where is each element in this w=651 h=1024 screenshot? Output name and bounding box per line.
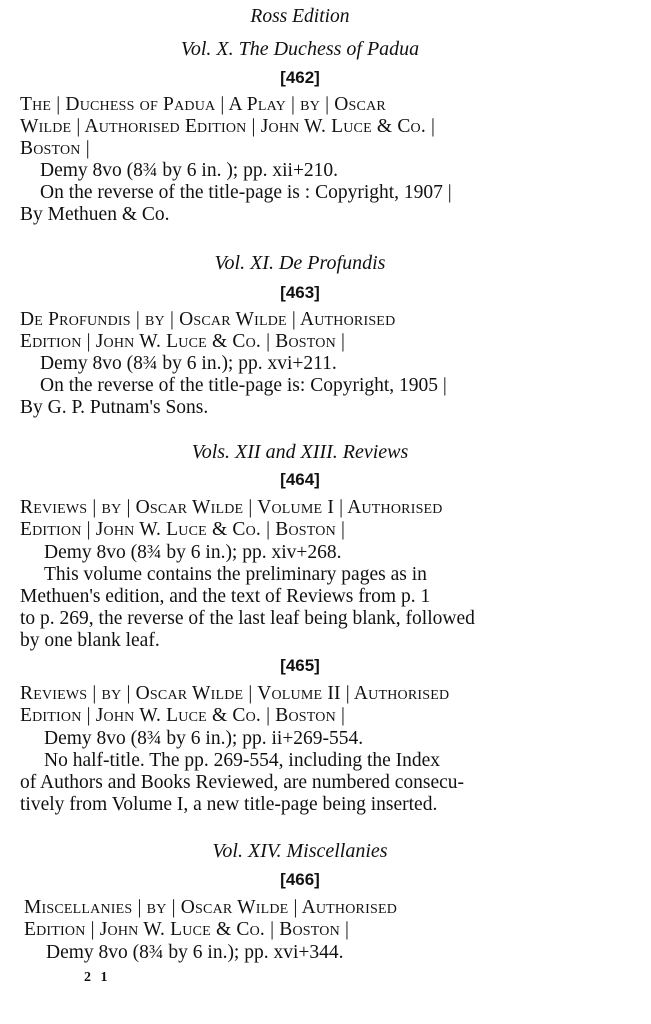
description-line: Methuen's edition, and the text of Reviews from p. 1 (20, 586, 431, 607)
section-heading: Vol. XIV. Miscellanies (212, 840, 388, 862)
description-line: Demy 8vo (8¾ by 6 in.); pp. xvi+211. (40, 353, 337, 374)
title-transcription-line: Edition | John W. Luce & Co. | Boston | (20, 331, 346, 352)
title-transcription-line: Reviews | by | Oscar Wilde | Volume II | Authorised (20, 683, 450, 704)
description-line: On the reverse of the title-page is: Copyright, 1905 | (40, 375, 447, 396)
section-heading: Vol. X. The Duchess of Padua (180, 38, 420, 60)
title-transcription-line: Edition | John W. Luce & Co. | Boston | (24, 919, 350, 940)
description-line: On the reverse of the title-page is : Copyright, 1907 | (40, 182, 452, 203)
description-line: By Methuen & Co. (20, 204, 170, 225)
entry-number: [465] (280, 656, 320, 675)
description-line: Demy 8vo (8¾ by 6 in.); pp. xvi+344. (46, 942, 344, 963)
title-transcription-line: Edition | John W. Luce & Co. | Boston | (20, 519, 346, 540)
description-line: Demy 8vo (8¾ by 6 in.); pp. ii+269-554. (44, 728, 364, 749)
section-heading: Vols. XII and XIII. Reviews (191, 441, 409, 463)
signature-mark: 2 1 (84, 970, 111, 985)
description-line: Demy 8vo (8¾ by 6 in. ); pp. xii+210. (40, 160, 339, 181)
description-line: By G. P. Putnam's Sons. (20, 397, 209, 418)
entry-number: [462] (280, 68, 320, 87)
title-transcription-line: Miscellanies | by | Oscar Wilde | Authorised (24, 897, 398, 918)
description-line: of Authors and Books Reviewed, are numbered consecu- (20, 772, 465, 793)
section-heading: Vol. XI. De Profundis (214, 252, 386, 274)
title-transcription-line: Reviews | by | Oscar Wilde | Volume I | Authorised (20, 497, 443, 518)
title-transcription-line: De Profundis | by | Oscar Wilde | Authorised (20, 309, 396, 330)
description-line: No half-title. The pp. 269-554, including the Index (44, 750, 441, 771)
entry-number: [466] (280, 870, 320, 889)
description-line: This volume contains the preliminary pages as in (44, 564, 427, 585)
entry-number: [464] (280, 470, 320, 489)
description-line: Demy 8vo (8¾ by 6 in.); pp. xiv+268. (44, 542, 342, 563)
description-line: tively from Volume I, a new title-page being inserted. (20, 794, 438, 815)
title-transcription-line: Wilde | Authorised Edition | John W. Luce & Co. | (20, 116, 436, 137)
description-line: by one blank leaf. (20, 630, 160, 651)
entry-number: [463] (280, 283, 320, 302)
description-line: to p. 269, the reverse of the last leaf being blank, followed (20, 608, 475, 629)
title-transcription-line: Boston | (20, 138, 90, 159)
title-transcription-line: The | Duchess of Padua | A Play | by | Oscar (20, 94, 386, 115)
running-head: Ross Edition (250, 6, 350, 27)
title-transcription-line: Edition | John W. Luce & Co. | Boston | (20, 705, 346, 726)
